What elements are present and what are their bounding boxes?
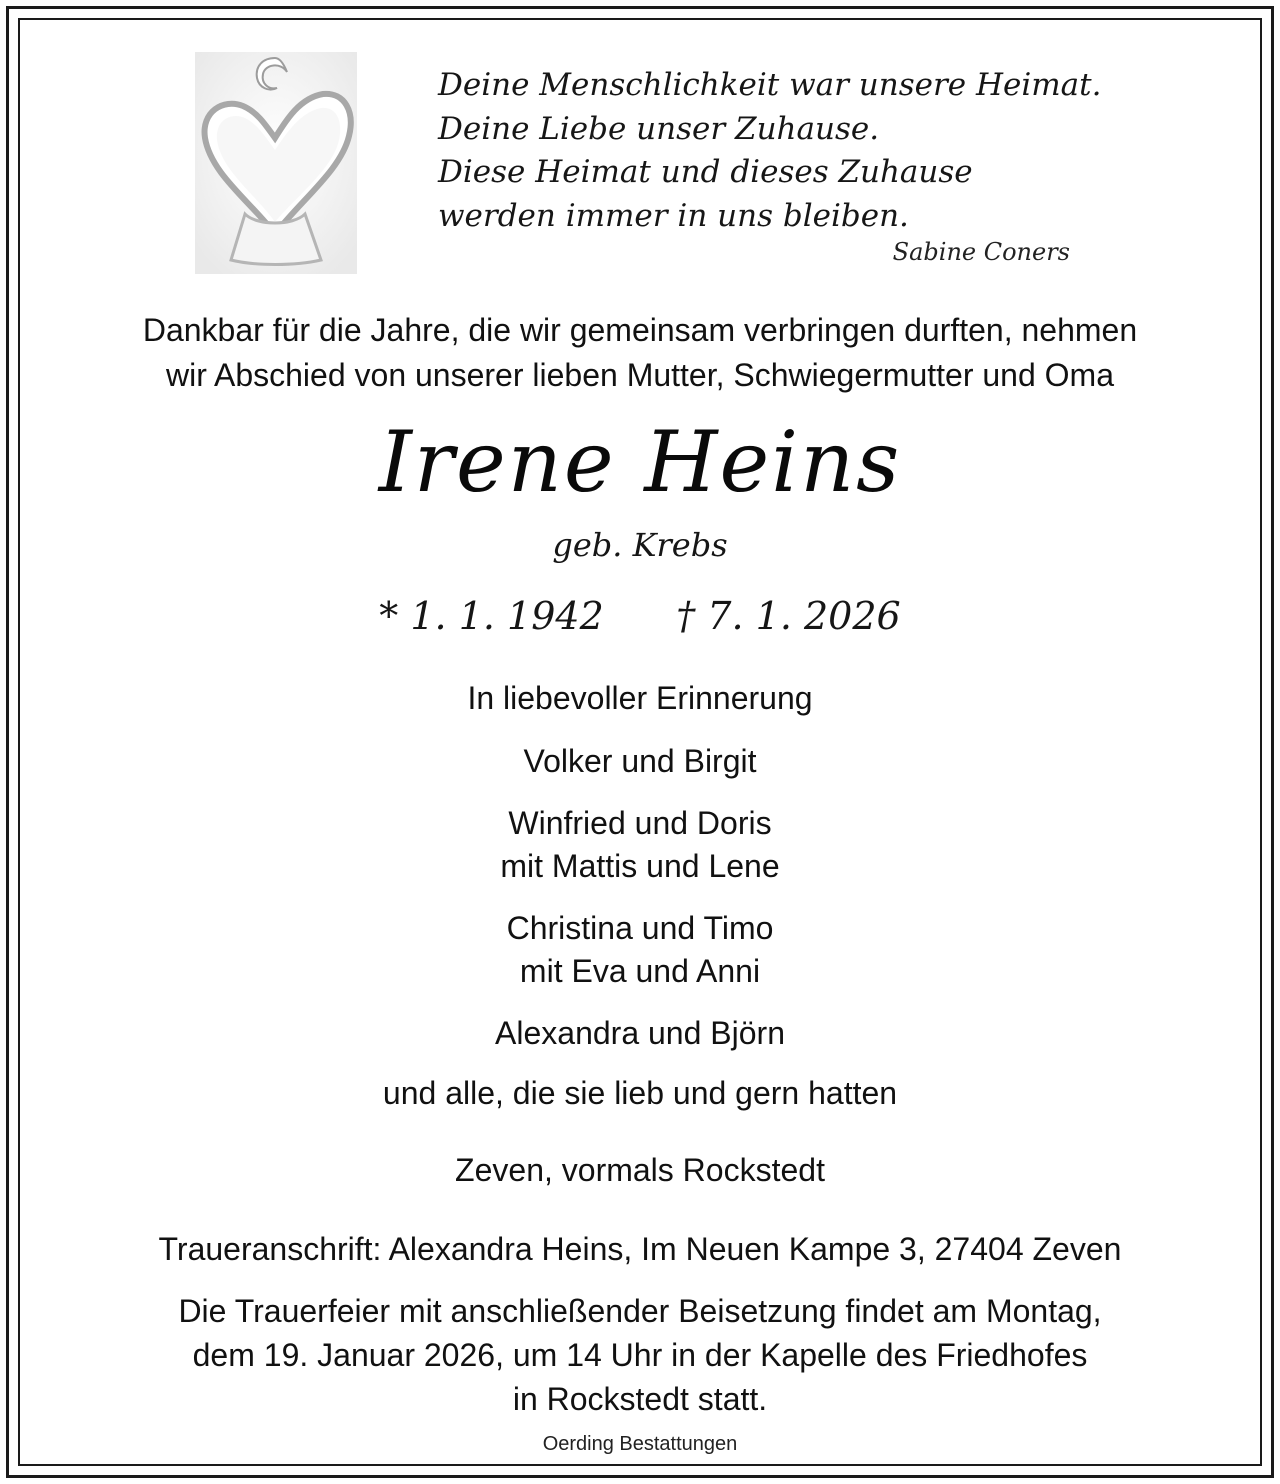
mourner-group: Christina und Timo: [506, 910, 774, 946]
poem-line: Deine Liebe unser Zuhause.: [438, 110, 880, 147]
intro-line: wir Abschied von unserer lieben Mutter, Schwiegermutter und Oma: [165, 357, 1114, 393]
mourner-closing: und alle, die sie lieb und gern hatten: [382, 1075, 898, 1111]
ceremony-info: [0, 1289, 1280, 1421]
poem-line: werden immer in uns bleiben.: [438, 197, 909, 234]
mourner-group: mit Mattis und Lene: [500, 848, 780, 884]
poem-line: Deine Menschlichkeit war unsere Heimat.: [438, 67, 1102, 103]
intro-line: Dankbar für die Jahre, die wir gemeinsam verbringen durften, nehmen: [142, 312, 1138, 348]
angel-heart-icon: [195, 52, 357, 274]
poem-line: Diese Heimat und dieses Zuhause: [438, 154, 973, 190]
ceremony-line: in Rockstedt statt.: [512, 1381, 768, 1417]
poem: [438, 64, 1138, 238]
mourning-address: Traueranschrift: Alexandra Heins, Im Neuen Kampe 3, 27404 Zeven: [158, 1231, 1122, 1267]
ceremony-line: Die Trauerfeier mit anschließender Beisetzung findet am Montag,: [178, 1293, 1102, 1329]
place-text: Zeven, vormals Rockstedt: [455, 1152, 825, 1188]
intro-text: [0, 308, 1280, 398]
poem-author: Sabine Coners: [892, 238, 1070, 266]
mourner-group: Volker und Birgit: [523, 743, 757, 779]
memorial-heading: In liebevoller Erinnerung: [467, 680, 813, 716]
ceremony-line: dem 19. Januar 2026, um 14 Uhr in der Kapelle des Friedhofes: [192, 1337, 1088, 1373]
deceased-name: Irene Heins: [378, 413, 902, 511]
life-dates: * 1. 1. 1942 † 7. 1. 2026: [379, 594, 901, 638]
undertaker-name: Oerding Bestattungen: [542, 1433, 738, 1455]
mourner-group: Winfried und Doris: [508, 805, 772, 841]
mourner-group: mit Eva und Anni: [519, 953, 761, 989]
mourner-group: Alexandra und Björn: [495, 1015, 785, 1051]
birth-name: geb. Krebs: [552, 526, 728, 564]
